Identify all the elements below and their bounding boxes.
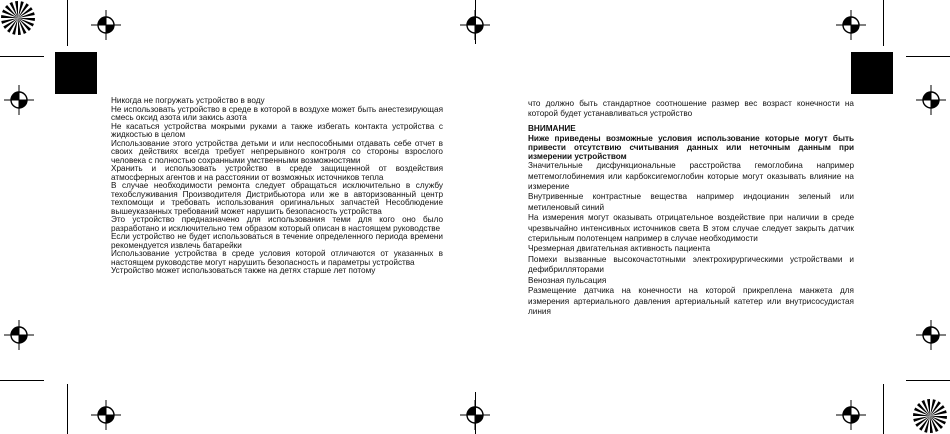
paragraph: В случае необходимости ремонта следует обращаться исключительно в службу техобслуживания Производителя Дистрибьютора или же в авторизованный центр техпомощи и требовать использования оригинальных запчастей Несоблюдение вышеуказанных требований может нарушить безопасность устройства	[111, 181, 443, 216]
trim-mark	[906, 380, 950, 381]
paragraph: Не касаться устройства мокрыми руками а также избегать контакта устройства с жидкостью в целом	[111, 121, 443, 139]
warning-heading: ВНИМАНИЕ	[528, 123, 576, 133]
left-page-text	[111, 97, 443, 276]
warning-item: Помехи вызванные высокочастотными электрохирургическими устройствами и дефибрилляторами	[528, 254, 854, 275]
trim-mark	[0, 380, 44, 381]
continuation-paragraph: что должно быть стандартное соотношение размер вес возраст конечности на которой будет устанавливаться устройство	[528, 99, 854, 119]
warning-item: Внутривенные контрастные вещества например индоцианин зеленый или метиленовый синий	[528, 192, 854, 212]
warning-item: Венозная пульсация	[528, 275, 607, 285]
registration-target-icon	[460, 400, 490, 430]
trim-mark	[883, 0, 884, 46]
paragraph: Не использовать устройство в среде в которой в воздухе может быть анестезирующая смесь оксид азота или закись азота	[111, 104, 443, 122]
trim-mark	[0, 56, 44, 57]
registration-target-icon	[460, 10, 490, 40]
starburst-target-icon	[912, 398, 948, 434]
starburst-target-icon	[0, 0, 36, 36]
registration-target-icon	[91, 10, 121, 40]
registration-target-icon	[4, 85, 34, 115]
warning-item: Размещение датчика на конечности на которой прикреплена манжета для измерения артериального давления артериальный катетер или внутрисосудистая линия	[528, 286, 854, 316]
paragraph: Использование устройства в среде условия которой отличаются от указанных в настоящем руководстве могут нарушить безопасность и параметры устройства	[111, 249, 443, 267]
paragraph: Если устройство не будет использоваться в течение определенного периода времени рекомендуется извлечь батарейки	[111, 232, 443, 250]
registration-target-icon	[836, 400, 866, 430]
registration-target-icon	[916, 85, 946, 115]
trim-mark	[67, 0, 68, 46]
black-color-block-right	[851, 52, 893, 94]
registration-target-icon	[836, 10, 866, 40]
paragraph: Хранить и использовать устройство в среде защищенной от воздействия атмосферных агентов и на расстоянии от возможных источников тепла	[111, 164, 443, 182]
trim-mark	[67, 384, 68, 434]
warning-item: На измерения могут оказывать отрицательное воздействие при наличии в среде чрезвычайно интенсивных источников света В этом случае следует закрыть датчик стерильным полотенцем например в случае необходимости	[528, 213, 854, 244]
registration-target-icon	[91, 400, 121, 430]
warning-lead-text: Ниже приведены возможные условия использование которые могут быть привести отсутствию считывания данных или неточным данным при измерении устройством	[528, 134, 854, 162]
registration-target-icon	[4, 320, 34, 350]
paragraph: Никогда не погружать устройство в воду	[111, 96, 265, 105]
registration-target-icon	[916, 320, 946, 350]
warning-item: Чрезмерная двигательная активность пациента	[528, 244, 711, 254]
trim-mark	[883, 384, 884, 434]
trim-mark	[906, 56, 950, 57]
paragraph: Это устройство предназначено для использования теми для кого оно было разработано и исключительно тем образом который описан в настоящем руководстве	[111, 215, 443, 233]
right-page-text	[528, 99, 854, 317]
paragraph: Использование этого устройства детьми и или неспособными отдавать себе отчет в своих действиях всегда требует непрерывного контроля со стороны взрослого человека с полностью сохранными умственными возможностями	[111, 138, 443, 165]
warning-item: Значительные дисфункциональные расстройства гемоглобина например метгемоглобинемия или карбоксигемоглобин которые могут оказывать влияние на измерение	[528, 161, 854, 192]
black-color-block-left	[55, 52, 97, 94]
paragraph: Устройство может использоваться также на детях старше лет потому	[111, 266, 376, 275]
